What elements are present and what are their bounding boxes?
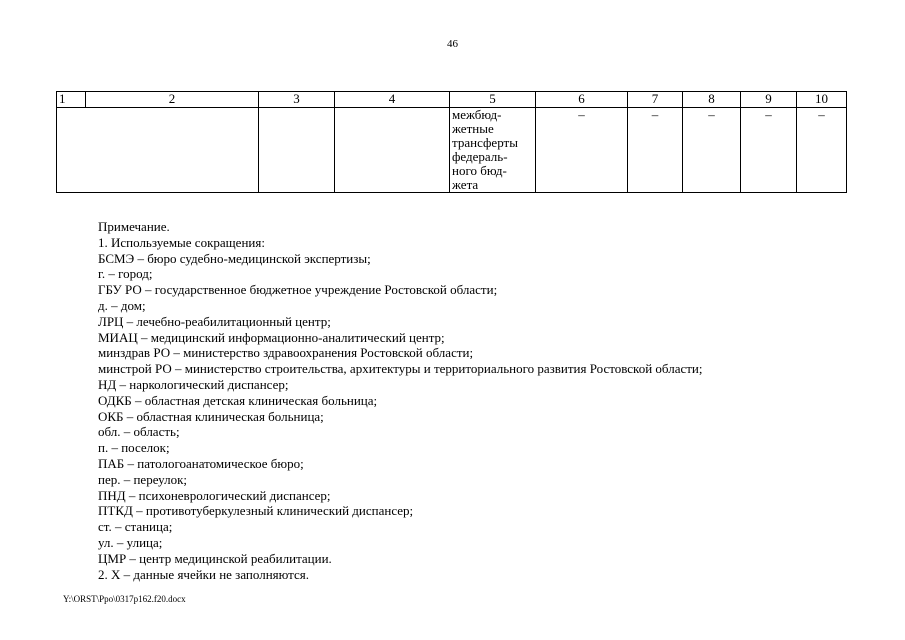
data-table <box>56 91 847 193</box>
abbreviation-item: ПНД – психоневрологический диспансер; <box>98 487 331 503</box>
table-header-cell: 3 <box>259 92 335 108</box>
table-row <box>57 108 847 193</box>
notes-section-2: 2. Х – данные ячейки не заполняются. <box>98 566 310 582</box>
abbreviation-item: г. – город; <box>98 266 153 282</box>
table-cell-empty <box>335 108 450 193</box>
abbreviation-item: МИАЦ – медицинский информационно-аналитический центр; <box>98 329 445 345</box>
notes-section <box>98 219 878 582</box>
table-header-cell: 7 <box>628 92 683 108</box>
table-header-cell: 10 <box>797 92 847 108</box>
abbreviation-item: ул. – улица; <box>98 534 163 550</box>
abbreviation-item: ПТКД – противотуберкулезный клинический диспансер; <box>98 503 414 519</box>
abbreviation-item: НД – наркологический диспансер; <box>98 376 289 392</box>
cell-text-line: трансферты <box>452 135 518 150</box>
table-header-cell: 4 <box>335 92 450 108</box>
cell-text-line: федераль- <box>452 149 508 164</box>
table-header-row <box>57 92 847 108</box>
notes-title: Примечание. <box>98 219 170 234</box>
abbreviation-item: БСМЭ – бюро судебно-медицинской экспертизы; <box>98 250 371 266</box>
table-cell-dash: – <box>628 108 683 193</box>
cell-text-line: ного бюд- <box>452 163 507 178</box>
abbreviation-item: ОКБ – областная клиническая больница; <box>98 408 324 424</box>
table-header-cell: 9 <box>741 92 797 108</box>
page-number: 46 <box>447 38 458 50</box>
cell-text-line: межбюд- <box>452 107 502 122</box>
abbreviation-item: ЦМР – центр медицинской реабилитации. <box>98 550 332 566</box>
table-header-cell: 1 <box>57 92 86 108</box>
abbreviation-item: обл. – область; <box>98 424 180 440</box>
table-cell-funding-source <box>450 108 536 193</box>
abbreviation-item: ОДКБ – областная детская клиническая больница; <box>98 392 378 408</box>
table-cell-dash: – <box>741 108 797 193</box>
notes-section-heading: 1. Используемые сокращения: <box>98 234 265 250</box>
footer-file-path: Y:\ORST\Ppo\0317p162.f20.docx <box>63 594 186 604</box>
cell-text-line: жета <box>452 177 479 192</box>
table-header-cell: 5 <box>450 92 536 108</box>
abbreviation-item: ГБУ РО – государственное бюджетное учреждение Ростовской области; <box>98 282 498 298</box>
abbreviation-item: ст. – станица; <box>98 519 173 535</box>
table-cell-empty <box>57 108 259 193</box>
table-header-cell: 2 <box>86 92 259 108</box>
table-cell-dash: – <box>797 108 847 193</box>
table-header-cell: 8 <box>683 92 741 108</box>
table-cell-dash: – <box>536 108 628 193</box>
table-header-cell: 6 <box>536 92 628 108</box>
abbreviation-item: п. – поселок; <box>98 440 170 456</box>
abbreviation-item: минздрав РО – министерство здравоохранения Ростовской области; <box>98 345 474 361</box>
table-cell-empty <box>259 108 335 193</box>
table-cell-dash: – <box>683 108 741 193</box>
abbreviation-item: ПАБ – патологоанатомическое бюро; <box>98 455 304 471</box>
abbreviation-item: ЛРЦ – лечебно-реабилитационный центр; <box>98 313 331 329</box>
cell-text-line: жетные <box>452 121 494 136</box>
abbreviation-item: пер. – переулок; <box>98 471 187 487</box>
abbreviation-item: д. – дом; <box>98 297 146 313</box>
abbreviation-item: минстрой РО – министерство строительства, архитектуры и территориального развития Ростовской области; <box>98 361 703 377</box>
